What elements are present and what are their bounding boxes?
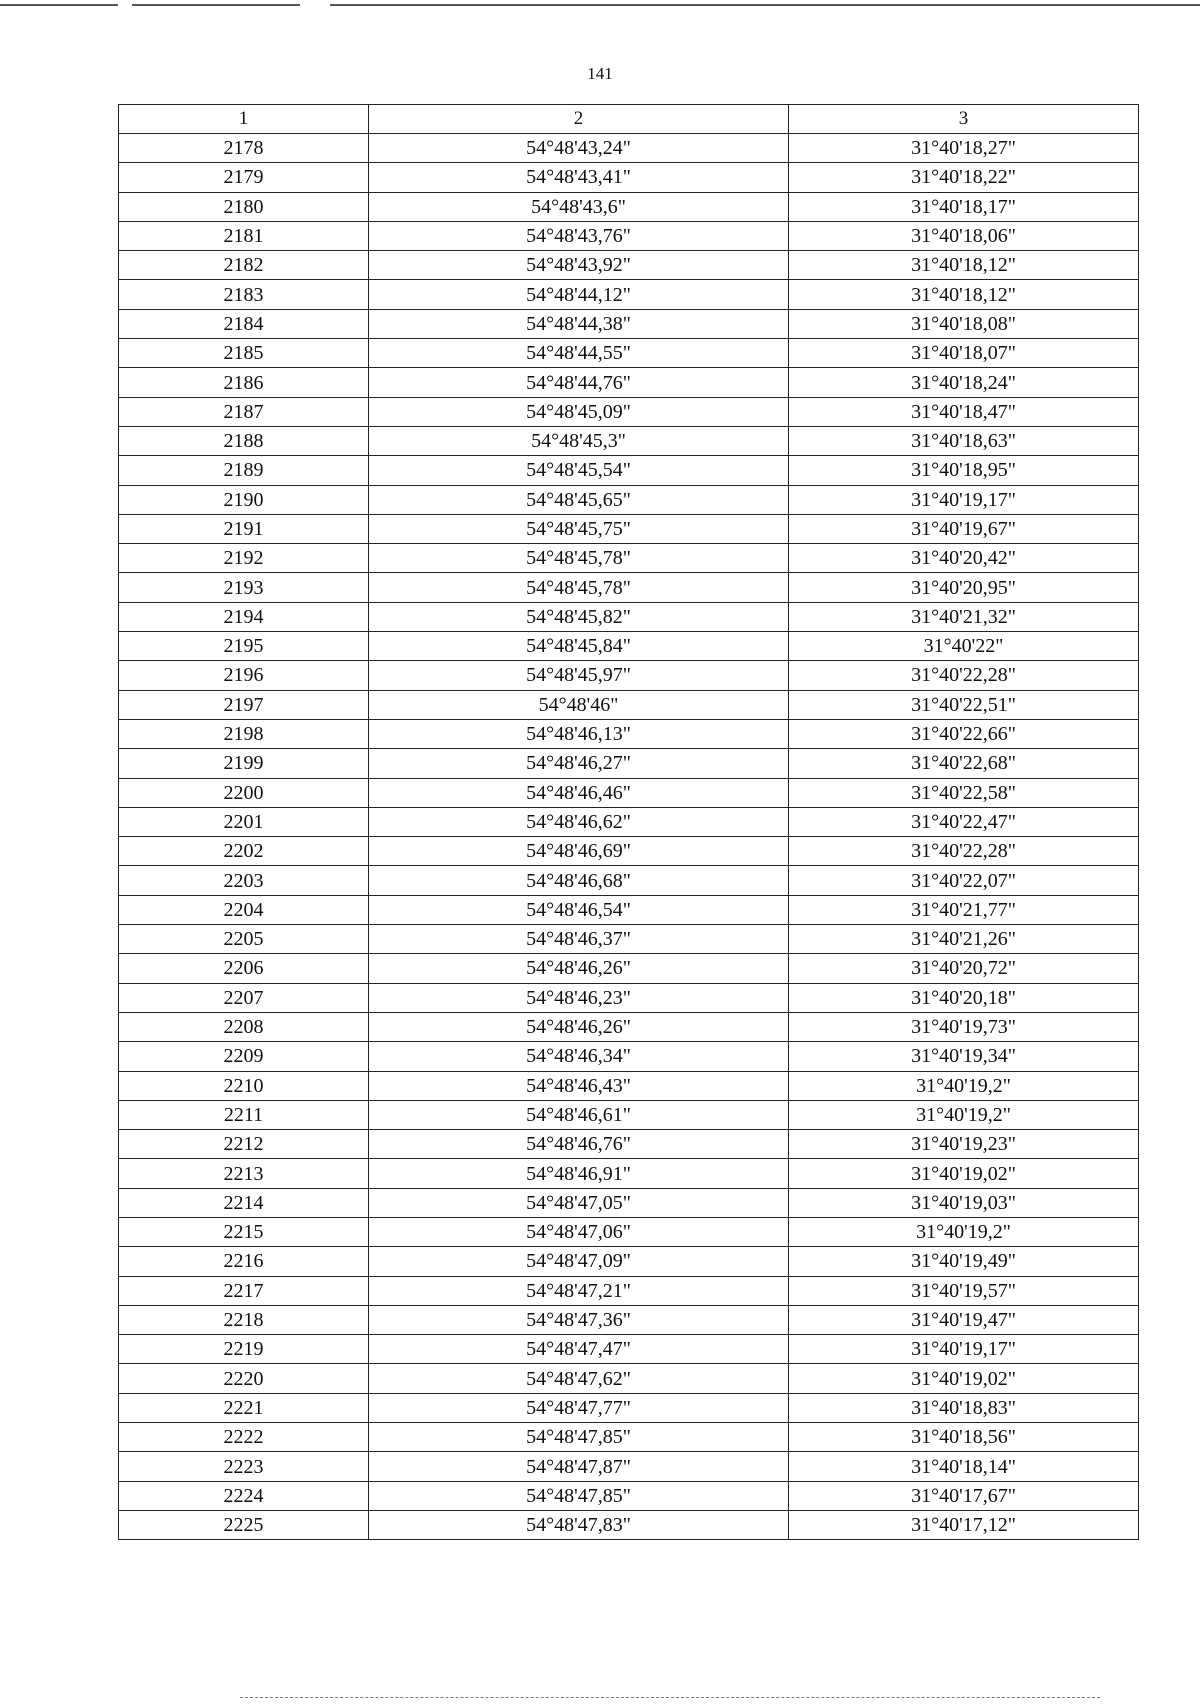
longitude-cell: 31°40'18,22": [789, 163, 1139, 192]
point-number-cell: 2185: [119, 339, 369, 368]
table-row: [119, 690, 1139, 719]
table-row: [119, 1452, 1139, 1481]
longitude-cell: 31°40'18,08": [789, 309, 1139, 338]
latitude-cell: 54°48'45,82": [369, 602, 789, 631]
column-header-latitude: 2: [369, 105, 789, 134]
latitude-cell: 54°48'44,12": [369, 280, 789, 309]
table-row: [119, 778, 1139, 807]
point-number-cell: 2186: [119, 368, 369, 397]
longitude-cell: 31°40'18,12": [789, 251, 1139, 280]
longitude-cell: 31°40'18,24": [789, 368, 1139, 397]
point-number-cell: 2214: [119, 1188, 369, 1217]
scan-top-border-line: [0, 4, 1200, 6]
point-number-cell: 2207: [119, 983, 369, 1012]
column-header-number: 1: [119, 105, 369, 134]
point-number-cell: 2206: [119, 954, 369, 983]
table-row: [119, 1130, 1139, 1159]
point-number-cell: 2222: [119, 1423, 369, 1452]
latitude-cell: 54°48'47,05": [369, 1188, 789, 1217]
point-number-cell: 2212: [119, 1130, 369, 1159]
latitude-cell: 54°48'46,54": [369, 895, 789, 924]
point-number-cell: 2196: [119, 661, 369, 690]
scan-border-gap: [118, 2, 132, 8]
table-row: [119, 309, 1139, 338]
point-number-cell: 2210: [119, 1071, 369, 1100]
point-number-cell: 2197: [119, 690, 369, 719]
longitude-cell: 31°40'19,23": [789, 1130, 1139, 1159]
longitude-cell: 31°40'17,12": [789, 1510, 1139, 1539]
longitude-cell: 31°40'17,67": [789, 1481, 1139, 1510]
table-row: [119, 1042, 1139, 1071]
longitude-cell: 31°40'22,47": [789, 807, 1139, 836]
longitude-cell: 31°40'19,02": [789, 1159, 1139, 1188]
table-row: [119, 339, 1139, 368]
table-row: [119, 221, 1139, 250]
point-number-cell: 2188: [119, 426, 369, 455]
latitude-cell: 54°48'46,27": [369, 749, 789, 778]
latitude-cell: 54°48'43,24": [369, 134, 789, 163]
longitude-cell: 31°40'18,14": [789, 1452, 1139, 1481]
table-row: [119, 719, 1139, 748]
table-row: [119, 368, 1139, 397]
point-number-cell: 2195: [119, 632, 369, 661]
longitude-cell: 31°40'19,2": [789, 1100, 1139, 1129]
point-number-cell: 2190: [119, 485, 369, 514]
latitude-cell: 54°48'46": [369, 690, 789, 719]
longitude-cell: 31°40'21,26": [789, 925, 1139, 954]
latitude-cell: 54°48'45,97": [369, 661, 789, 690]
table-row: [119, 1276, 1139, 1305]
point-number-cell: 2216: [119, 1247, 369, 1276]
point-number-cell: 2218: [119, 1305, 369, 1334]
latitude-cell: 54°48'47,47": [369, 1335, 789, 1364]
table-row: [119, 1188, 1139, 1217]
longitude-cell: 31°40'22,66": [789, 719, 1139, 748]
point-number-cell: 2180: [119, 192, 369, 221]
table-row: [119, 1071, 1139, 1100]
table-row: [119, 1423, 1139, 1452]
longitude-cell: 31°40'20,18": [789, 983, 1139, 1012]
latitude-cell: 54°48'44,76": [369, 368, 789, 397]
table-row: [119, 192, 1139, 221]
longitude-cell: 31°40'20,95": [789, 573, 1139, 602]
latitude-cell: 54°48'47,21": [369, 1276, 789, 1305]
table-row: [119, 163, 1139, 192]
point-number-cell: 2194: [119, 602, 369, 631]
point-number-cell: 2223: [119, 1452, 369, 1481]
latitude-cell: 54°48'47,36": [369, 1305, 789, 1334]
point-number-cell: 2201: [119, 807, 369, 836]
longitude-cell: 31°40'22,28": [789, 661, 1139, 690]
latitude-cell: 54°48'46,26": [369, 954, 789, 983]
point-number-cell: 2209: [119, 1042, 369, 1071]
latitude-cell: 54°48'46,23": [369, 983, 789, 1012]
longitude-cell: 31°40'19,02": [789, 1364, 1139, 1393]
longitude-cell: 31°40'19,49": [789, 1247, 1139, 1276]
latitude-cell: 54°48'47,77": [369, 1393, 789, 1422]
longitude-cell: 31°40'19,47": [789, 1305, 1139, 1334]
latitude-cell: 54°48'44,55": [369, 339, 789, 368]
table-row: [119, 1247, 1139, 1276]
table-row: [119, 1393, 1139, 1422]
point-number-cell: 2213: [119, 1159, 369, 1188]
point-number-cell: 2189: [119, 456, 369, 485]
longitude-cell: 31°40'22,28": [789, 837, 1139, 866]
latitude-cell: 54°48'47,85": [369, 1481, 789, 1510]
latitude-cell: 54°48'47,87": [369, 1452, 789, 1481]
point-number-cell: 2211: [119, 1100, 369, 1129]
longitude-cell: 31°40'18,12": [789, 280, 1139, 309]
latitude-cell: 54°48'47,83": [369, 1510, 789, 1539]
longitude-cell: 31°40'18,83": [789, 1393, 1139, 1422]
latitude-cell: 54°48'46,13": [369, 719, 789, 748]
point-number-cell: 2221: [119, 1393, 369, 1422]
table-row: [119, 134, 1139, 163]
longitude-cell: 31°40'21,77": [789, 895, 1139, 924]
table-row: [119, 1364, 1139, 1393]
longitude-cell: 31°40'19,17": [789, 485, 1139, 514]
latitude-cell: 54°48'46,37": [369, 925, 789, 954]
table-row: [119, 251, 1139, 280]
table-row: [119, 544, 1139, 573]
latitude-cell: 54°48'45,54": [369, 456, 789, 485]
longitude-cell: 31°40'19,2": [789, 1217, 1139, 1246]
point-number-cell: 2199: [119, 749, 369, 778]
table-row: [119, 1510, 1139, 1539]
point-number-cell: 2183: [119, 280, 369, 309]
point-number-cell: 2204: [119, 895, 369, 924]
latitude-cell: 54°48'46,91": [369, 1159, 789, 1188]
latitude-cell: 54°48'45,09": [369, 397, 789, 426]
table-row: [119, 397, 1139, 426]
latitude-cell: 54°48'45,84": [369, 632, 789, 661]
latitude-cell: 54°48'46,62": [369, 807, 789, 836]
latitude-cell: 54°48'46,69": [369, 837, 789, 866]
latitude-cell: 54°48'46,34": [369, 1042, 789, 1071]
latitude-cell: 54°48'47,62": [369, 1364, 789, 1393]
longitude-cell: 31°40'22,51": [789, 690, 1139, 719]
latitude-cell: 54°48'43,76": [369, 221, 789, 250]
point-number-cell: 2179: [119, 163, 369, 192]
longitude-cell: 31°40'19,67": [789, 514, 1139, 543]
page-number: 141: [587, 64, 613, 83]
table-row: [119, 954, 1139, 983]
point-number-cell: 2224: [119, 1481, 369, 1510]
point-number-cell: 2182: [119, 251, 369, 280]
latitude-cell: 54°48'47,06": [369, 1217, 789, 1246]
table-row: [119, 895, 1139, 924]
table-row: [119, 426, 1139, 455]
coordinates-table: [118, 104, 1139, 1540]
table-row: [119, 514, 1139, 543]
latitude-cell: 54°48'46,43": [369, 1071, 789, 1100]
longitude-cell: 31°40'19,03": [789, 1188, 1139, 1217]
point-number-cell: 2220: [119, 1364, 369, 1393]
table-row: [119, 1335, 1139, 1364]
scan-border-gap: [300, 2, 330, 8]
table-row: [119, 1012, 1139, 1041]
table-row: [119, 456, 1139, 485]
latitude-cell: 54°48'44,38": [369, 309, 789, 338]
latitude-cell: 54°48'43,6": [369, 192, 789, 221]
point-number-cell: 2202: [119, 837, 369, 866]
point-number-cell: 2193: [119, 573, 369, 602]
point-number-cell: 2178: [119, 134, 369, 163]
longitude-cell: 31°40'20,42": [789, 544, 1139, 573]
longitude-cell: 31°40'22,58": [789, 778, 1139, 807]
point-number-cell: 2191: [119, 514, 369, 543]
longitude-cell: 31°40'19,73": [789, 1012, 1139, 1041]
longitude-cell: 31°40'18,27": [789, 134, 1139, 163]
table-row: [119, 749, 1139, 778]
longitude-cell: 31°40'18,06": [789, 221, 1139, 250]
latitude-cell: 54°48'45,65": [369, 485, 789, 514]
point-number-cell: 2205: [119, 925, 369, 954]
latitude-cell: 54°48'46,68": [369, 866, 789, 895]
longitude-cell: 31°40'18,07": [789, 339, 1139, 368]
point-number-cell: 2203: [119, 866, 369, 895]
latitude-cell: 54°48'47,85": [369, 1423, 789, 1452]
table-row: [119, 1217, 1139, 1246]
longitude-cell: 31°40'22": [789, 632, 1139, 661]
longitude-cell: 31°40'19,57": [789, 1276, 1139, 1305]
table-row: [119, 632, 1139, 661]
point-number-cell: 2208: [119, 1012, 369, 1041]
point-number-cell: 2225: [119, 1510, 369, 1539]
longitude-cell: 31°40'19,2": [789, 1071, 1139, 1100]
point-number-cell: 2219: [119, 1335, 369, 1364]
table-row: [119, 807, 1139, 836]
latitude-cell: 54°48'45,78": [369, 544, 789, 573]
longitude-cell: 31°40'22,07": [789, 866, 1139, 895]
table-row: [119, 1305, 1139, 1334]
latitude-cell: 54°48'46,76": [369, 1130, 789, 1159]
longitude-cell: 31°40'18,17": [789, 192, 1139, 221]
table-row: [119, 866, 1139, 895]
longitude-cell: 31°40'21,32": [789, 602, 1139, 631]
latitude-cell: 54°48'43,41": [369, 163, 789, 192]
table-body: [119, 134, 1139, 1540]
column-header-longitude: 3: [789, 105, 1139, 134]
point-number-cell: 2198: [119, 719, 369, 748]
table-row: [119, 1481, 1139, 1510]
longitude-cell: 31°40'19,17": [789, 1335, 1139, 1364]
table-row: [119, 602, 1139, 631]
table-row: [119, 280, 1139, 309]
table-row: [119, 1159, 1139, 1188]
table-row: [119, 573, 1139, 602]
latitude-cell: 54°48'45,3": [369, 426, 789, 455]
latitude-cell: 54°48'45,78": [369, 573, 789, 602]
point-number-cell: 2181: [119, 221, 369, 250]
longitude-cell: 31°40'22,68": [789, 749, 1139, 778]
point-number-cell: 2187: [119, 397, 369, 426]
latitude-cell: 54°48'43,92": [369, 251, 789, 280]
longitude-cell: 31°40'18,56": [789, 1423, 1139, 1452]
point-number-cell: 2192: [119, 544, 369, 573]
scan-bottom-artifact-line: [240, 1697, 1100, 1700]
latitude-cell: 54°48'46,46": [369, 778, 789, 807]
longitude-cell: 31°40'19,34": [789, 1042, 1139, 1071]
latitude-cell: 54°48'46,61": [369, 1100, 789, 1129]
table-row: [119, 925, 1139, 954]
longitude-cell: 31°40'20,72": [789, 954, 1139, 983]
table-row: [119, 661, 1139, 690]
table-row: [119, 485, 1139, 514]
longitude-cell: 31°40'18,47": [789, 397, 1139, 426]
table-row: [119, 1100, 1139, 1129]
table-row: [119, 983, 1139, 1012]
latitude-cell: 54°48'45,75": [369, 514, 789, 543]
point-number-cell: 2184: [119, 309, 369, 338]
table-header-row: [119, 105, 1139, 134]
latitude-cell: 54°48'47,09": [369, 1247, 789, 1276]
point-number-cell: 2217: [119, 1276, 369, 1305]
latitude-cell: 54°48'46,26": [369, 1012, 789, 1041]
table-row: [119, 837, 1139, 866]
longitude-cell: 31°40'18,63": [789, 426, 1139, 455]
point-number-cell: 2215: [119, 1217, 369, 1246]
longitude-cell: 31°40'18,95": [789, 456, 1139, 485]
point-number-cell: 2200: [119, 778, 369, 807]
